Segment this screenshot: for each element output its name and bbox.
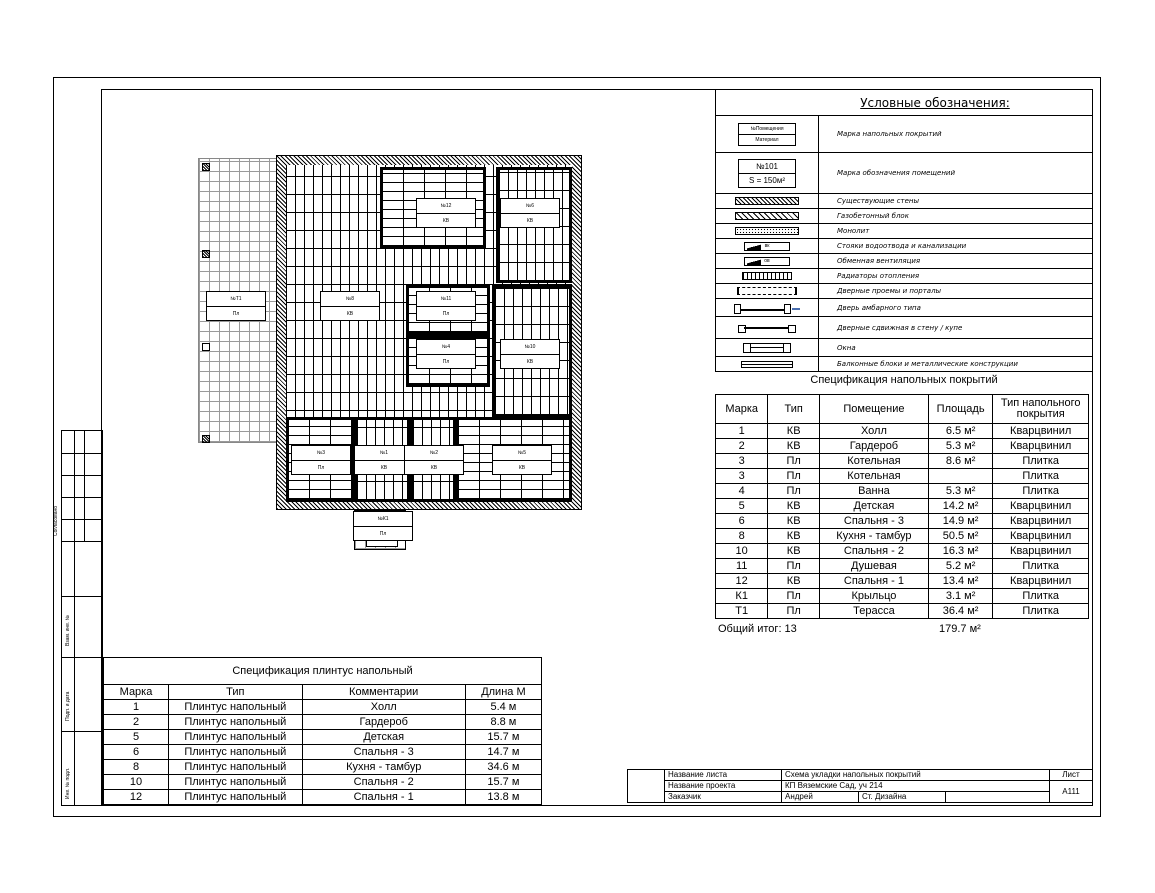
table-cell: 14.7 м xyxy=(465,745,541,760)
table-cell: Спальня - 1 xyxy=(302,790,465,805)
table-row xyxy=(104,730,542,745)
mark-number: №12 xyxy=(417,199,475,214)
radiator-icon xyxy=(716,269,819,284)
table-cell: Спальня - 3 xyxy=(819,514,928,529)
table-cell: 11 xyxy=(716,559,768,574)
table-row xyxy=(104,775,542,790)
table-cell: 1 xyxy=(716,424,768,439)
table-cell: 1 xyxy=(104,700,169,715)
legend-label: Монолит xyxy=(819,224,1093,239)
mark-material: КВ xyxy=(442,218,450,224)
legend-label: Стояки водоотвода и канализации xyxy=(819,239,1093,254)
table-cell: КВ xyxy=(768,499,820,514)
mark-number: №4 xyxy=(417,340,475,355)
mark-material: КВ xyxy=(346,311,354,317)
table-cell: Плинтус напольный xyxy=(169,760,303,775)
mark-number: №2 xyxy=(405,446,463,461)
table-row xyxy=(716,499,1089,514)
table-row xyxy=(104,790,542,805)
mark-number: №10 xyxy=(501,340,559,355)
table-cell: Плитка xyxy=(993,559,1089,574)
mark-material: Пл xyxy=(442,359,450,365)
table-cell: 5 xyxy=(716,499,768,514)
col-header: Площадь xyxy=(928,395,993,424)
existing-wall-icon xyxy=(716,194,819,209)
table-cell xyxy=(928,469,993,484)
table-cell: 5.2 м² xyxy=(928,559,993,574)
table-cell: 5 xyxy=(104,730,169,745)
room-mark-K1 xyxy=(353,511,413,541)
table-cell: 10 xyxy=(104,775,169,790)
table-cell: Пл xyxy=(768,589,820,604)
sheet-name-label: Название листа xyxy=(665,770,782,781)
table-cell: 2 xyxy=(716,439,768,454)
table-cell: Кварцвинил xyxy=(993,499,1089,514)
skirting-spec-body xyxy=(104,700,542,805)
table-cell: Пл xyxy=(768,484,820,499)
customer-name: Андрей xyxy=(782,792,859,803)
legend-table xyxy=(715,115,1093,372)
mark-number: №3 xyxy=(292,446,350,461)
floor-spec-total-area: 179.7 м² xyxy=(939,623,981,635)
legend-label: Обменная вентиляция xyxy=(819,254,1093,269)
table-cell: 15.7 м xyxy=(465,775,541,790)
table-cell: Т1 xyxy=(716,604,768,619)
table-cell: 3.1 м² xyxy=(928,589,993,604)
table-cell: 34.6 м xyxy=(465,760,541,775)
customer-label: Заказчик xyxy=(665,792,782,803)
table-cell: Пл xyxy=(768,559,820,574)
table-cell: Терасса xyxy=(819,604,928,619)
room-mark-10 xyxy=(500,339,560,369)
sliding-door-icon xyxy=(716,317,819,339)
floor-plan xyxy=(198,155,588,555)
barn-door-icon xyxy=(716,299,819,317)
column-marker xyxy=(202,435,210,443)
table-cell: Спальня - 2 xyxy=(302,775,465,790)
table-cell: Душевая xyxy=(819,559,928,574)
table-cell: Кухня - тамбур xyxy=(302,760,465,775)
table-cell: Кухня - тамбур xyxy=(819,529,928,544)
table-cell: КВ xyxy=(768,574,820,589)
floor-spec-title: Спецификация напольных покрытий xyxy=(810,374,998,386)
col-header: Комментарии xyxy=(302,685,465,700)
mark-number: №8 xyxy=(321,292,379,307)
legend-label: Радиаторы отопления xyxy=(819,269,1093,284)
skirting-spec-table xyxy=(103,657,542,805)
mark-material: КВ xyxy=(526,359,534,365)
legend-label: Марка напольных покрытий xyxy=(819,116,1093,153)
legend-label: Дверные сдвижная в стену / купе xyxy=(819,317,1093,339)
balcony-block-icon xyxy=(716,357,819,372)
table-row xyxy=(716,604,1089,619)
table-row xyxy=(716,529,1089,544)
table-row xyxy=(716,559,1089,574)
table-cell: КВ xyxy=(768,514,820,529)
table-cell: Кварцвинил xyxy=(993,574,1089,589)
table-cell: Плитка xyxy=(993,604,1089,619)
table-cell: Пл xyxy=(768,604,820,619)
legend-block xyxy=(715,89,1093,369)
legend-label: Дверь амбарного типа xyxy=(819,299,1093,317)
table-cell: Спальня - 2 xyxy=(819,544,928,559)
title-stamp xyxy=(627,769,1093,803)
table-cell: Гардероб xyxy=(819,439,928,454)
col-header: Помещение xyxy=(819,395,928,424)
mark-material: КВ xyxy=(380,465,388,471)
room-mark-3 xyxy=(291,445,351,475)
table-cell: Крыльцо xyxy=(819,589,928,604)
table-cell: Гардероб xyxy=(302,715,465,730)
sheet-number: А111 xyxy=(1050,781,1093,803)
table-row xyxy=(104,760,542,775)
table-cell: 2 xyxy=(104,715,169,730)
table-row xyxy=(104,745,542,760)
table-cell: Плинтус напольный xyxy=(169,700,303,715)
table-cell: Кварцвинил xyxy=(993,529,1089,544)
mark-number: №5 xyxy=(493,446,551,461)
table-cell: Детская xyxy=(819,499,928,514)
mark-number: №К1 xyxy=(354,512,412,527)
table-cell: 12 xyxy=(104,790,169,805)
table-cell: Плитка xyxy=(993,484,1089,499)
col-header: Длина М xyxy=(465,685,541,700)
legend-label: Балконные блоки и металлические конструкции xyxy=(819,357,1093,372)
drain-riser-icon: вк xyxy=(716,239,819,254)
floor-mark-icon: №Помещения Материал xyxy=(716,116,819,153)
room-mark-5 xyxy=(492,445,552,475)
mark-number: №11 xyxy=(417,292,475,307)
sign-date-label: Подп. и дата xyxy=(65,691,71,721)
stamp-empty-cell xyxy=(946,792,1050,803)
legend-label: Дверные проемы и порталы xyxy=(819,284,1093,299)
table-cell: К1 xyxy=(716,589,768,604)
table-cell: КВ xyxy=(768,529,820,544)
table-row xyxy=(716,514,1089,529)
table-cell: Плитка xyxy=(993,469,1089,484)
table-cell: 16.3 м² xyxy=(928,544,993,559)
monolith-icon xyxy=(716,224,819,239)
mark-number: №6 xyxy=(501,199,559,214)
floor-spec-body xyxy=(716,424,1089,619)
table-cell: 5.4 м xyxy=(465,700,541,715)
table-row xyxy=(716,484,1089,499)
table-cell: Плитка xyxy=(993,454,1089,469)
table-cell: 3 xyxy=(716,454,768,469)
table-cell: 12 xyxy=(716,574,768,589)
col-header: Марка xyxy=(104,685,169,700)
table-cell: Котельная xyxy=(819,454,928,469)
table-cell: 10 xyxy=(716,544,768,559)
table-cell: 8 xyxy=(716,529,768,544)
room-mark-icon: №101 S = 150м² xyxy=(716,153,819,194)
table-cell: 4 xyxy=(716,484,768,499)
table-cell: 8 xyxy=(104,760,169,775)
door-opening-icon xyxy=(716,284,819,299)
table-cell: 36.4 м² xyxy=(928,604,993,619)
table-cell: Кварцвинил xyxy=(993,439,1089,454)
table-cell: 6.5 м² xyxy=(928,424,993,439)
room-mark-6 xyxy=(500,198,560,228)
table-cell: Пл xyxy=(768,454,820,469)
table-cell: 13.4 м² xyxy=(928,574,993,589)
mark-material: Пл xyxy=(232,311,240,317)
table-row xyxy=(716,454,1089,469)
table-cell: 14.9 м² xyxy=(928,514,993,529)
legend-label: Окна xyxy=(819,339,1093,357)
table-cell: Детская xyxy=(302,730,465,745)
sheet-label: Лист xyxy=(1050,770,1093,781)
table-cell: 50.5 м² xyxy=(928,529,993,544)
table-cell: Спальня - 1 xyxy=(819,574,928,589)
table-cell: КВ xyxy=(768,544,820,559)
table-cell: Плитка xyxy=(993,589,1089,604)
mark-material: Пл xyxy=(379,531,387,537)
table-cell: 8.6 м² xyxy=(928,454,993,469)
room-mark-4 xyxy=(416,339,476,369)
table-cell: 14.2 м² xyxy=(928,499,993,514)
table-cell: 3 xyxy=(716,469,768,484)
mark-number: №1 xyxy=(355,446,413,461)
inv-replace-label: Взам. инв. № xyxy=(65,615,71,646)
table-row xyxy=(716,469,1089,484)
room-mark-12 xyxy=(416,198,476,228)
aerated-block-icon xyxy=(716,209,819,224)
table-cell: 13.8 м xyxy=(465,790,541,805)
legend-title: Условные обозначения: xyxy=(860,96,1010,110)
mark-number: №Т1 xyxy=(207,292,265,307)
floor-spec-total-label: Общий итог: 13 xyxy=(718,623,797,635)
mark-material: КВ xyxy=(430,465,438,471)
table-row xyxy=(104,700,542,715)
table-row xyxy=(716,574,1089,589)
room-mark-2 xyxy=(404,445,464,475)
stamp-blank xyxy=(628,770,665,803)
col-header: Тип xyxy=(169,685,303,700)
col-header: Марка xyxy=(716,395,768,424)
col-header: Тип xyxy=(768,395,820,424)
table-cell: Холл xyxy=(302,700,465,715)
table-cell: Кварцвинил xyxy=(993,544,1089,559)
table-cell: КВ xyxy=(768,439,820,454)
table-cell: 5.3 м² xyxy=(928,439,993,454)
table-cell: 8.8 м xyxy=(465,715,541,730)
table-cell: Плинтус напольный xyxy=(169,775,303,790)
vent-icon: ов xyxy=(716,254,819,269)
table-cell: Плинтус напольный xyxy=(169,745,303,760)
sheet-name: Схема укладки напольных покрытий xyxy=(782,770,1050,781)
column-marker xyxy=(202,250,210,258)
table-cell: Пл xyxy=(768,469,820,484)
designer-role: Ст. Дизайна xyxy=(859,792,946,803)
table-cell: 5.3 м² xyxy=(928,484,993,499)
mark-material: Пл xyxy=(317,465,325,471)
table-cell: 6 xyxy=(716,514,768,529)
table-row xyxy=(716,589,1089,604)
table-cell: Плинтус напольный xyxy=(169,730,303,745)
legend-label: Марка обозначения помещений xyxy=(819,153,1093,194)
mark-material: КВ xyxy=(526,218,534,224)
column-marker xyxy=(202,163,210,171)
table-cell: Кварцвинил xyxy=(993,424,1089,439)
mark-material: Пл xyxy=(442,311,450,317)
table-cell: КВ xyxy=(768,424,820,439)
table-cell: Спальня - 3 xyxy=(302,745,465,760)
table-cell: Холл xyxy=(819,424,928,439)
skirting-spec-title: Спецификация плинтус напольный xyxy=(104,658,542,685)
project-name: КП Вяземские Сад, уч 214 xyxy=(782,781,1050,792)
table-row xyxy=(716,424,1089,439)
table-cell: Кварцвинил xyxy=(993,514,1089,529)
table-cell: 6 xyxy=(104,745,169,760)
table-cell: Ванна xyxy=(819,484,928,499)
column-marker xyxy=(202,343,210,351)
table-row xyxy=(716,544,1089,559)
mark-material: КВ xyxy=(518,465,526,471)
inv-orig-label: Инв. № подл. xyxy=(65,767,71,799)
floor-spec-table xyxy=(715,394,1089,619)
table-cell: Плинтус напольный xyxy=(169,790,303,805)
legend-label: Существующие стены xyxy=(819,194,1093,209)
room-mark-T1 xyxy=(206,291,266,321)
room-mark-8 xyxy=(320,291,380,321)
legend-label: Газобетонный блок xyxy=(819,209,1093,224)
table-row xyxy=(104,715,542,730)
window-icon xyxy=(716,339,819,357)
room-mark-11 xyxy=(416,291,476,321)
project-name-label: Название проекта xyxy=(665,781,782,792)
table-row xyxy=(716,439,1089,454)
agreed-label: Согласовано xyxy=(53,505,59,536)
table-cell: Котельная xyxy=(819,469,928,484)
table-cell: 15.7 м xyxy=(465,730,541,745)
side-stamp xyxy=(53,430,103,806)
col-header: Тип напольного покрытия xyxy=(993,395,1089,424)
table-cell: Плинтус напольный xyxy=(169,715,303,730)
